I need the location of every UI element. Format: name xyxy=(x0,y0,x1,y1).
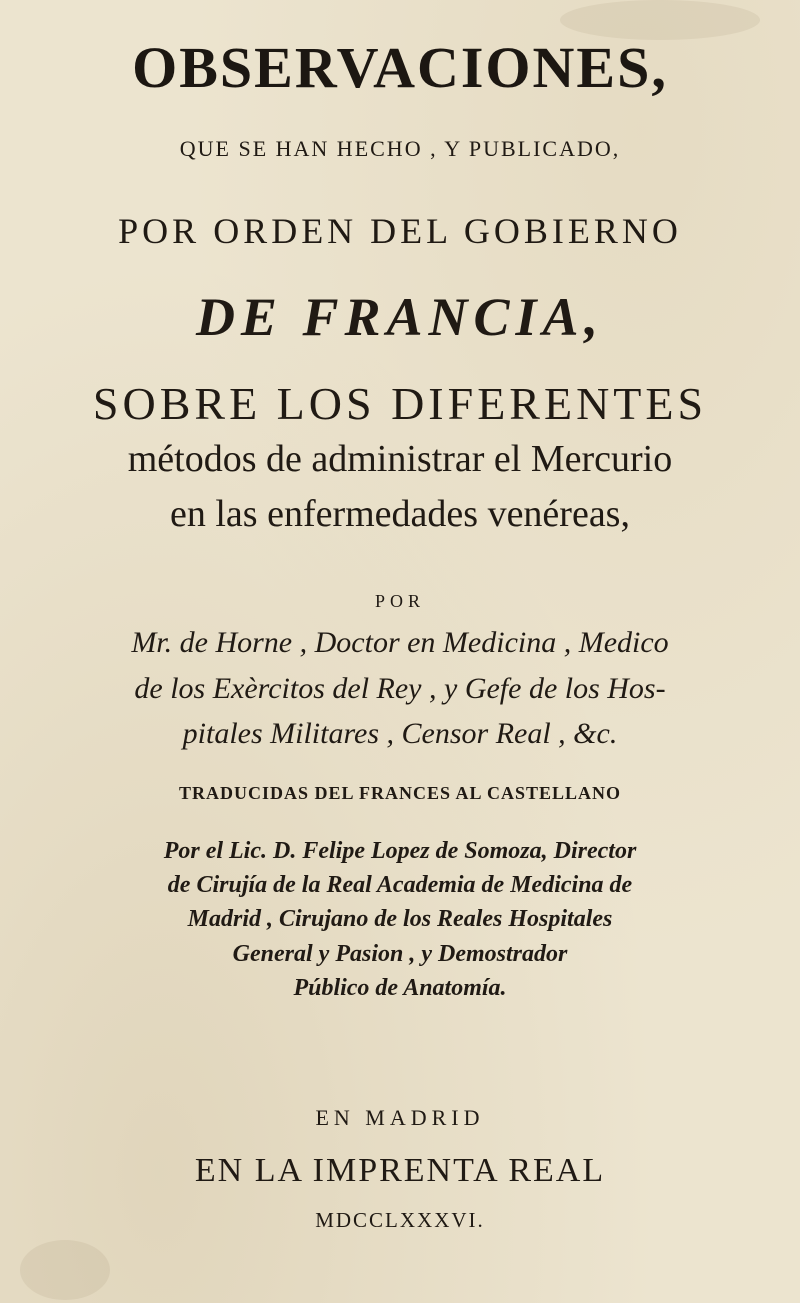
translator-line-4: General y Pasion , y Demostrador xyxy=(232,941,568,967)
translator-line-2: de Cirujía de la Real Academia de Medicina de xyxy=(167,872,633,898)
por-label: POR xyxy=(374,591,425,611)
author-line-3: pitales Militares , Censor Real , &c. xyxy=(182,717,618,750)
topic-line-1: SOBRE LOS DIFERENTES xyxy=(92,378,708,429)
page-title: OBSERVACIONES, xyxy=(132,35,668,100)
imprint-year: MDCCLXXXVI. xyxy=(315,1208,485,1232)
author-line-1: Mr. de Horne , Doctor en Medicina , Medico xyxy=(131,626,669,659)
subtitle-line-2: POR ORDEN DEL GOBIERNO xyxy=(118,211,682,251)
imprint-printer: EN LA IMPRENTA REAL xyxy=(194,1152,606,1189)
translator-line-1: Por el Lic. D. Felipe Lopez de Somoza, Director xyxy=(163,838,637,864)
translator-line-5: Público de Anatomía. xyxy=(293,975,507,1001)
subtitle-line-1: QUE SE HAN HECHO , Y PUBLICADO, xyxy=(179,136,621,161)
topic-line-2: métodos de administrar el Mercurio xyxy=(127,438,673,480)
imprint-place: EN MADRID xyxy=(315,1105,485,1130)
translator-line-3: Madrid , Cirujano de los Reales Hospitales xyxy=(187,906,613,932)
paper-stain xyxy=(20,1240,110,1300)
translation-note: TRADUCIDAS DEL FRANCES AL CASTELLANO xyxy=(178,783,622,803)
country-heading: DE FRANCIA, xyxy=(195,287,605,347)
author-line-2: de los Exèrcitos del Rey , y Gefe de los Hos- xyxy=(134,672,666,705)
topic-line-3: en las enfermedades venéreas, xyxy=(170,493,630,535)
